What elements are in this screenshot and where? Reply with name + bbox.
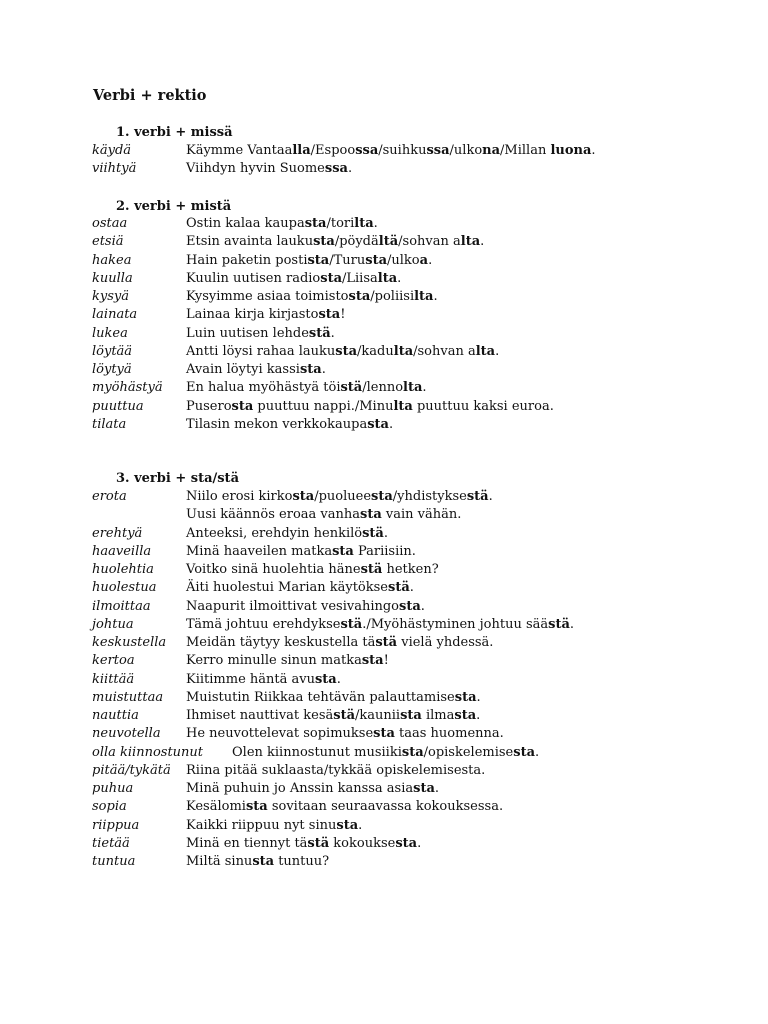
sentence-fragment: /Espoo — [310, 143, 356, 158]
example-sentence — [186, 817, 362, 835]
sentence-fragment: Voitko sinä huolehtia hänе — [186, 562, 361, 577]
document-title: Verbi + rektio — [93, 87, 207, 104]
example-sentence — [186, 361, 326, 379]
verb-label: löytää — [92, 343, 133, 359]
example-sentence — [186, 525, 388, 543]
verb-label: viihtyä — [92, 161, 137, 177]
case-ending: sta — [231, 398, 254, 414]
case-ending: stä — [340, 380, 363, 396]
case-ending: sta — [360, 507, 382, 523]
example-sentence — [186, 416, 393, 434]
verb-label: hakea — [92, 252, 132, 268]
sentence-fragment: Olen kiinnostunut musiiki — [232, 744, 402, 760]
case-ending: sta — [313, 234, 335, 250]
case-ending: sta — [307, 252, 330, 268]
verb-label: etsiä — [92, 234, 124, 250]
case-ending: lla — [292, 143, 311, 158]
sentence-fragment: /sohvan a — [398, 234, 461, 250]
case-ending: sta — [332, 543, 354, 559]
sentence-fragment: puuttuu kaksi euroa. — [412, 398, 554, 414]
sentence-fragment: . — [434, 781, 440, 796]
verb-label: kertoa — [92, 653, 135, 669]
sentence-fragment: Ostin kalaa kaupa — [186, 216, 305, 231]
example-sentence — [186, 543, 416, 561]
case-ending: sta — [373, 726, 395, 742]
sentence-fragment: . — [358, 817, 363, 833]
verb-label: puhua — [92, 781, 134, 796]
verb-label: ilmoittaa — [92, 598, 151, 614]
sentence-fragment: /suihku — [378, 143, 427, 158]
verb-label: lainata — [92, 307, 138, 323]
example-sentence — [186, 252, 432, 270]
case-ending: ssa — [426, 143, 450, 158]
verb-label: kiittää — [92, 671, 135, 687]
case-ending: lta — [414, 289, 434, 304]
section-heading: 2. verbi + mistä — [116, 199, 232, 214]
sentence-fragment: /lenno — [362, 380, 404, 396]
example-sentence — [186, 506, 461, 524]
verb-label: kysyä — [92, 289, 129, 304]
case-ending: sta — [513, 744, 536, 760]
case-ending: sta — [454, 689, 477, 705]
sentence-fragment: Pariisiin. — [353, 543, 416, 559]
sentence-fragment: ilma — [421, 708, 455, 723]
sentence-fragment: sovitaan seuraavassa kokouksessa. — [267, 799, 504, 815]
sentence-fragment: . — [330, 325, 335, 341]
sentence-fragment: . — [535, 744, 540, 760]
case-ending: sta — [292, 489, 315, 504]
verb-label: ostaa — [92, 216, 128, 231]
case-ending: sta — [299, 362, 322, 377]
example-sentence — [186, 579, 414, 597]
verb-label: löytyä — [92, 362, 132, 377]
sentence-fragment: . — [321, 362, 326, 377]
example-sentence — [186, 488, 493, 506]
sentence-fragment: . — [476, 708, 481, 723]
example-sentence — [186, 707, 480, 725]
sentence-fragment: ! — [340, 307, 346, 323]
case-ending: sta — [318, 307, 341, 323]
verb-label: johtua — [92, 616, 134, 632]
sentence-fragment: /Millan — [500, 143, 551, 158]
verb-label: keskustella — [92, 635, 167, 650]
sentence-fragment: /ulko — [449, 143, 483, 158]
sentence-fragment: Meidän täytyy keskustella tä — [186, 635, 376, 650]
case-ending: sta — [320, 270, 343, 286]
case-ending: na — [482, 143, 501, 158]
case-ending: stä — [388, 580, 410, 596]
case-ending: ssa — [324, 161, 348, 177]
case-ending: sta — [335, 343, 358, 359]
example-sentence — [186, 142, 596, 160]
case-ending: stä — [362, 525, 384, 541]
sentence-fragment: vielä yhdessä. — [397, 635, 494, 650]
sentence-fragment: . — [433, 289, 438, 304]
verb-label: neuvotella — [92, 726, 161, 742]
sentence-fragment: . — [569, 616, 575, 632]
sentence-fragment: Niilo erosi kirko — [186, 489, 293, 504]
verb-label: erehtyä — [92, 525, 143, 541]
case-ending: stä — [548, 616, 570, 632]
sentence-fragment: . — [397, 270, 402, 286]
case-ending: a — [419, 252, 429, 268]
case-ending: ssa — [355, 143, 379, 158]
sentence-fragment: Viihdyn hyvin Suome — [186, 161, 325, 177]
case-ending: stä — [307, 835, 330, 851]
example-sentence — [186, 379, 427, 397]
verb-label: haaveilla — [92, 543, 152, 559]
case-ending: sta — [348, 289, 371, 304]
sentence-fragment: /sohvan a — [413, 343, 476, 359]
case-ending: luona — [550, 143, 592, 158]
sentence-fragment: Tämä johtuu erehdykse — [186, 616, 341, 632]
example-sentence — [186, 270, 401, 288]
case-ending: sta — [395, 835, 418, 851]
verb-label: käydä — [92, 143, 132, 158]
verb-label: sopia — [92, 799, 127, 815]
sentence-fragment: ./Myöhästyminen johtuu sää — [362, 616, 549, 632]
case-ending: stä — [333, 708, 356, 723]
example-sentence — [186, 325, 335, 343]
sentence-fragment: Avain löytyi kassi — [186, 362, 300, 377]
example-sentence — [186, 215, 378, 233]
case-ending: sta — [367, 416, 389, 432]
sentence-fragment: . — [373, 216, 378, 231]
sentence-fragment: . — [347, 161, 353, 177]
example-sentence — [186, 835, 421, 853]
case-ending: sta — [245, 799, 268, 815]
sentence-fragment: . — [422, 380, 427, 396]
verb-label: lukea — [92, 325, 128, 341]
case-ending: stä — [360, 562, 383, 577]
case-ending: stä — [375, 635, 398, 650]
verb-label: olla kiinnostunut — [92, 744, 204, 760]
sentence-fragment: . — [383, 525, 388, 541]
sentence-fragment: Miltä sinu — [186, 854, 253, 869]
example-sentence — [186, 689, 481, 707]
sentence-fragment: Ihmiset nauttivat kesä — [186, 708, 334, 723]
case-ending: sta — [371, 489, 393, 504]
case-ending: sta — [401, 744, 424, 760]
sentence-fragment: Lainaa kirja kirjasto — [186, 307, 319, 323]
sentence-fragment: /opiskelemise — [423, 744, 514, 760]
sentence-fragment: . — [409, 580, 414, 596]
sentence-fragment: Äiti huolestui Marian käytökse — [186, 580, 388, 596]
sentence-fragment: /pöydä — [334, 234, 379, 250]
sentence-fragment: Käymme Vantaa — [186, 143, 293, 158]
sentence-fragment: taas huomenna. — [394, 726, 504, 742]
example-sentence — [186, 233, 484, 251]
sentence-fragment: . — [480, 234, 485, 250]
example-sentence — [186, 634, 493, 652]
sentence-fragment: Tilasin mekon verkkokaupa — [186, 416, 368, 432]
case-ending: sta — [361, 653, 384, 669]
sentence-fragment: hetken? — [382, 562, 439, 577]
case-ending: lta — [393, 343, 414, 359]
sentence-fragment: Etsin avainta lauku — [186, 234, 314, 250]
example-sentence — [186, 561, 439, 579]
sentence-fragment: /kadu — [357, 343, 394, 359]
sentence-fragment: tuntuu? — [274, 854, 330, 869]
verb-label: pitää/tykätä — [92, 762, 171, 778]
sentence-fragment: Antti löysi rahaa lauku — [186, 343, 336, 359]
sentence-fragment: . — [417, 835, 422, 851]
example-sentence — [186, 780, 439, 798]
example-sentence — [186, 598, 425, 616]
case-ending: sta — [413, 781, 435, 796]
case-ending: stä — [308, 325, 331, 341]
verb-label: puuttua — [92, 398, 144, 414]
case-ending: stä — [340, 616, 363, 632]
sentence-fragment: Hain paketin posti — [186, 252, 308, 268]
example-sentence — [186, 288, 438, 306]
sentence-fragment: Naapurit ilmoittivat vesivahingo — [186, 598, 399, 614]
sentence-fragment: . — [420, 598, 425, 614]
sentence-fragment: . — [336, 671, 341, 687]
sentence-fragment: Pusero — [186, 398, 232, 414]
example-sentence — [232, 744, 539, 762]
sentence-fragment: . — [388, 416, 394, 432]
case-ending: sta — [314, 671, 337, 687]
case-ending: lta — [460, 234, 481, 250]
section-heading: 1. verbi + missä — [116, 125, 233, 140]
sentence-fragment: Anteeksi, erehdyin henkilö — [186, 525, 363, 541]
sentence-fragment: vain vähän. — [381, 507, 462, 523]
sentence-fragment: /kaunii — [355, 708, 401, 723]
verb-label: kuulla — [92, 270, 133, 286]
verb-label: huolehtia — [92, 562, 154, 577]
sentence-fragment: . — [428, 252, 433, 268]
sentence-fragment: /tori — [326, 216, 355, 231]
verb-label: tilata — [92, 416, 127, 432]
sentence-fragment: Kesälomi — [186, 799, 246, 815]
sentence-fragment: /poliisi — [370, 289, 415, 304]
example-sentence — [186, 798, 503, 816]
sentence-fragment: kokoukse — [329, 835, 396, 851]
sentence-fragment: He neuvottelevat sopimukse — [186, 726, 374, 742]
sentence-fragment: . — [476, 689, 481, 705]
example-sentence — [186, 306, 345, 324]
example-sentence — [186, 160, 352, 178]
sentence-fragment: puuttuu nappi./Minu — [253, 398, 394, 414]
sentence-fragment: Minä haaveilen matka — [186, 543, 333, 559]
example-sentence — [186, 725, 504, 743]
sentence-fragment: En halua myöhästyä töi — [186, 380, 341, 396]
case-ending: lta — [377, 270, 398, 286]
sentence-fragment: ! — [383, 653, 389, 669]
sentence-fragment: /Turu — [329, 252, 366, 268]
example-sentence — [186, 762, 485, 780]
sentence-fragment: Riina pitää suklaasta/tykkää opiskelemisesta. — [186, 762, 486, 778]
case-ending: lta — [393, 398, 413, 414]
case-ending: sta — [365, 252, 387, 268]
case-ending: ltä — [378, 234, 399, 250]
verb-label: muistuttaa — [92, 689, 164, 705]
case-ending: sta — [336, 817, 359, 833]
verb-label: huolestua — [92, 580, 157, 596]
sentence-fragment: Kaikki riippuu nyt sinu — [186, 817, 337, 833]
sentence-fragment: Luin uutisen lehde — [186, 325, 309, 341]
sentence-fragment: . — [488, 489, 493, 504]
case-ending: lta — [403, 380, 423, 396]
sentence-fragment: /ulko — [387, 252, 420, 268]
verb-label: tuntua — [92, 854, 136, 869]
example-sentence — [186, 343, 499, 361]
sentence-fragment: Minä en tiennyt tä — [186, 835, 308, 851]
case-ending: stä — [466, 489, 489, 504]
sentence-fragment: Kysyimme asiaa toimisto — [186, 289, 349, 304]
sentence-fragment: . — [495, 343, 500, 359]
case-ending: sta — [252, 854, 275, 869]
verb-label: erota — [92, 489, 127, 504]
example-sentence — [186, 616, 574, 634]
sentence-fragment: Kiitimme häntä avu — [186, 671, 315, 687]
sentence-fragment: Kuulin uutisen radio — [186, 270, 321, 286]
case-ending: sta — [400, 708, 422, 723]
verb-label: nauttia — [92, 708, 139, 723]
sentence-fragment: /Liisa — [342, 270, 378, 286]
example-sentence — [186, 671, 341, 689]
sentence-fragment: /yhdistykse — [392, 489, 467, 504]
section-heading: 3. verbi + sta/stä — [116, 471, 239, 486]
case-ending: lta — [475, 343, 496, 359]
case-ending: sta — [399, 598, 421, 614]
sentence-fragment: Kerro minulle sinun matka — [186, 653, 362, 669]
case-ending: lta — [354, 216, 374, 231]
sentence-fragment: /puoluee — [314, 489, 372, 504]
case-ending: sta — [304, 216, 327, 231]
sentence-fragment: . — [591, 143, 596, 158]
example-sentence — [186, 398, 554, 416]
example-sentence — [186, 853, 329, 871]
sentence-fragment: Muistutin Riikkaa tehtävän palauttamise — [186, 689, 455, 705]
example-sentence — [186, 652, 389, 670]
case-ending: sta — [454, 708, 477, 723]
sentence-fragment: Uusi käännös eroaa vanha — [186, 507, 361, 523]
verb-label: tietää — [92, 835, 130, 851]
sentence-fragment: Minä puhuin jo Anssin kanssa asia — [186, 781, 414, 796]
verb-label: riippua — [92, 817, 140, 833]
verb-label: myöhästyä — [92, 380, 163, 396]
